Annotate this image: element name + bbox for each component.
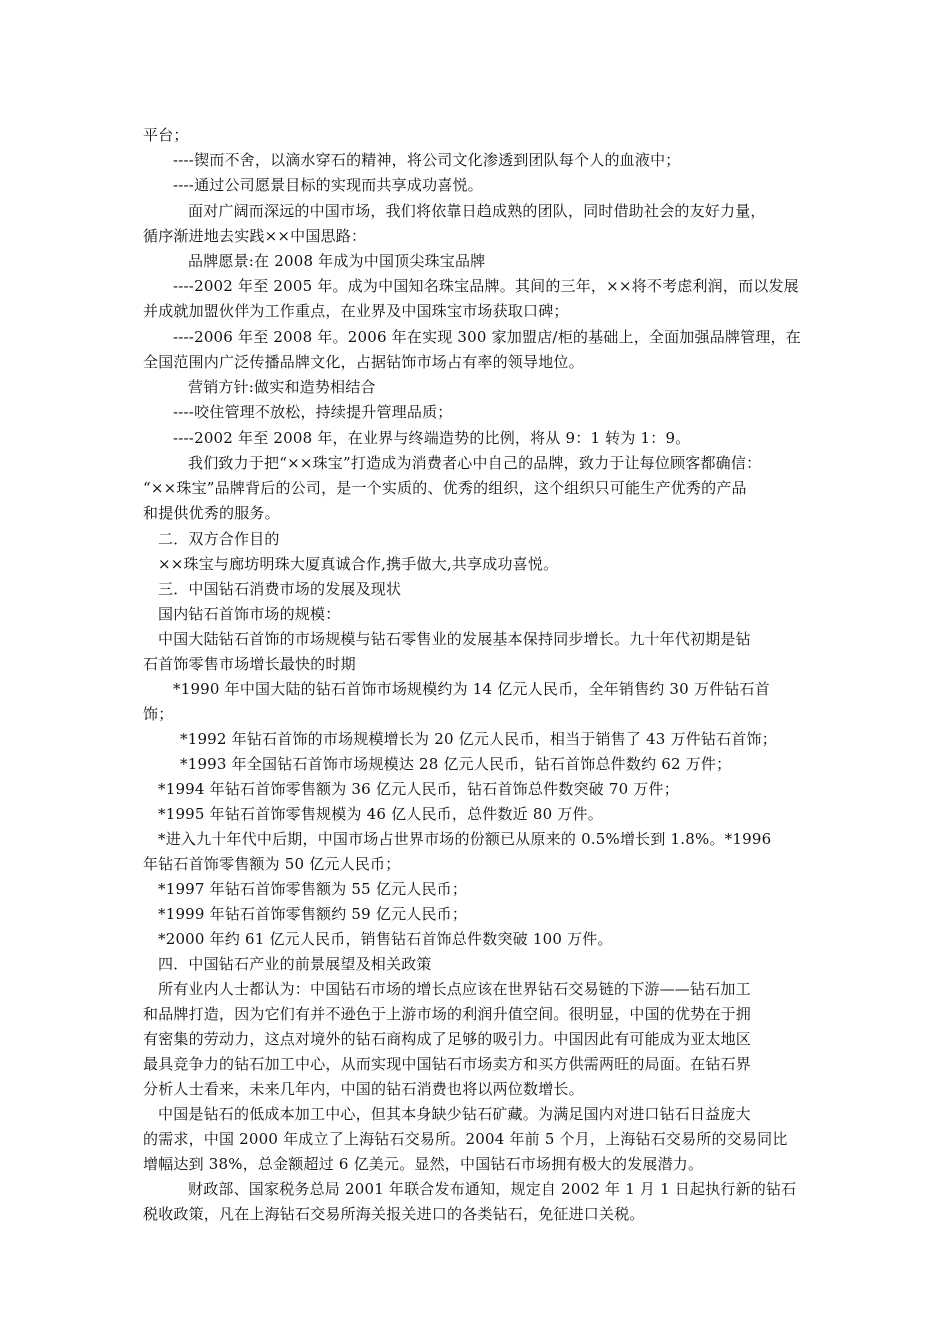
text-line: 和提供优秀的服务。 — [143, 504, 280, 522]
text-line: 中国大陆钻石首饰的市场规模与钻石零售业的发展基本保持同步增长。九十年代初期是钻 — [158, 630, 751, 648]
text-line: 循序渐进地去实践××中国思路： — [143, 227, 367, 245]
text-line: 最具竞争力的钻石加工中心，从而实现中国钻石市场卖方和买方供需两旺的局面。在钻石界 — [143, 1055, 752, 1073]
text-line: *1992 年钻石首饰的市场规模增长为 20 亿元人民币，相当于销售了 43 万件钻石首饰； — [180, 730, 777, 748]
text-line: 饰； — [143, 705, 174, 723]
text-line: ----锲而不舍，以滴水穿石的精神，将公司文化渗透到团队每个人的血液中； — [173, 151, 681, 169]
text-line: 年钻石首饰零售额为 50 亿元人民币； — [143, 855, 401, 873]
text-line: 石首饰零售市场增长最快的时期 — [143, 655, 356, 673]
text-line: 并成就加盟伙伴为工作重点，在业界及中国珠宝市场获取口碑； — [143, 302, 569, 320]
text-line: *2000 年约 61 亿元人民币，销售钻石首饰总件数突破 100 万件。 — [158, 930, 613, 948]
text-line: 我们致力于把“××珠宝”打造成为消费者心中自己的品牌，致力于让每位顾客都确信： — [188, 454, 762, 472]
text-line: “××珠宝”品牌背后的公司，是一个实质的、优秀的组织，这个组织只可能生产优秀的产品 — [143, 479, 747, 497]
text-line: 和品牌打造，因为它们有并不逊色于上游市场的利润升值空间。很明显，中国的优势在于拥 — [143, 1005, 752, 1023]
section-heading: 三．中国钻石消费市场的发展及现状 — [158, 580, 402, 598]
text-line: *1995 年钻石首饰零售规模为 46 亿人民币，总件数近 80 万件。 — [158, 805, 603, 823]
text-line: *1994 年钻石首饰零售额为 36 亿元人民币，钻石首饰总件数突破 70 万件； — [158, 780, 679, 798]
text-line: *1999 年钻石首饰零售额约 59 亿元人民币； — [158, 905, 468, 923]
text-line: ××珠宝与廊坊明珠大厦真诚合作,携手做大,共享成功喜悦。 — [158, 555, 559, 573]
section-heading: 四．中国钻石产业的前景展望及相关政策 — [158, 955, 432, 973]
text-line: *1993 年全国钻石首饰市场规模达 28 亿元人民币，钻石首饰总件数约 62 万件； — [180, 755, 732, 773]
text-line: 品牌愿景:在 2008 年成为中国顶尖珠宝品牌 — [188, 252, 486, 270]
text-line: *进入九十年代中后期，中国市场占世界市场的份额已从原来的 0.5%增长到 1.8%。*1996 — [158, 830, 772, 848]
text-line: *1997 年钻石首饰零售额为 55 亿元人民币； — [158, 880, 468, 898]
text-line: 营销方针:做实和造势相结合 — [188, 378, 376, 396]
text-line: ----2002 年至 2005 年。成为中国知名珠宝品牌。其间的三年，××将不考虑利润，而以发展 — [173, 277, 799, 295]
text-line: ----咬住管理不放松，持续提升管理品质； — [173, 403, 453, 421]
text-line: *1990 年中国大陆的钻石首饰市场规模约为 14 亿元人民币，全年销售约 30 万件钻石首 — [173, 680, 770, 698]
text-line: 国内钻石首饰市场的规模： — [158, 605, 341, 623]
text-line: 财政部、国家税务总局 2001 年联合发布通知，规定自 2002 年 1 月 1 日起执行新的钻石 — [188, 1180, 797, 1198]
text-line: ----通过公司愿景目标的实现而共享成功喜悦。 — [173, 176, 483, 194]
text-line: 所有业内人士都认为：中国钻石市场的增长点应该在世界钻石交易链的下游——钻石加工 — [158, 980, 751, 998]
text-line: 增幅达到 38%，总金额超过 6 亿美元。显然，中国钻石市场拥有极大的发展潜力。 — [143, 1155, 704, 1173]
text-line: 面对广阔而深远的中国市场，我们将依靠日趋成熟的团队，同时借助社会的友好力量， — [188, 202, 766, 220]
section-heading: 二．双方合作目的 — [158, 530, 280, 548]
text-line: 的需求，中国 2000 年成立了上海钻石交易所。2004 年前 5 个月，上海钻石交易所的交易同比 — [143, 1130, 788, 1148]
text-line: ----2002 年至 2008 年，在业界与终端造势的比例，将从 9：1 转为 1：9。 — [173, 429, 691, 447]
text-line: 全国范围内广泛传播品牌文化，占据钻饰市场占有率的领导地位。 — [143, 353, 584, 371]
text-line: 分析人士看来，未来几年内，中国的钻石消费也将以两位数增长。 — [143, 1080, 584, 1098]
text-line: 平台； — [143, 126, 189, 144]
text-line: 税收政策，凡在上海钻石交易所海关报关进口的各类钻石，免征进口关税。 — [143, 1205, 645, 1223]
text-line: 中国是钻石的低成本加工中心，但其本身缺少钻石矿藏。为满足国内对进口钻石日益庞大 — [158, 1105, 751, 1123]
text-line: 有密集的劳动力，这点对境外的钻石商构成了足够的吸引力。中国因此有可能成为亚太地区 — [143, 1030, 752, 1048]
text-line: ----2006 年至 2008 年。2006 年在实现 300 家加盟店/柜的基础上，全面加强品牌管理，在 — [173, 328, 801, 346]
